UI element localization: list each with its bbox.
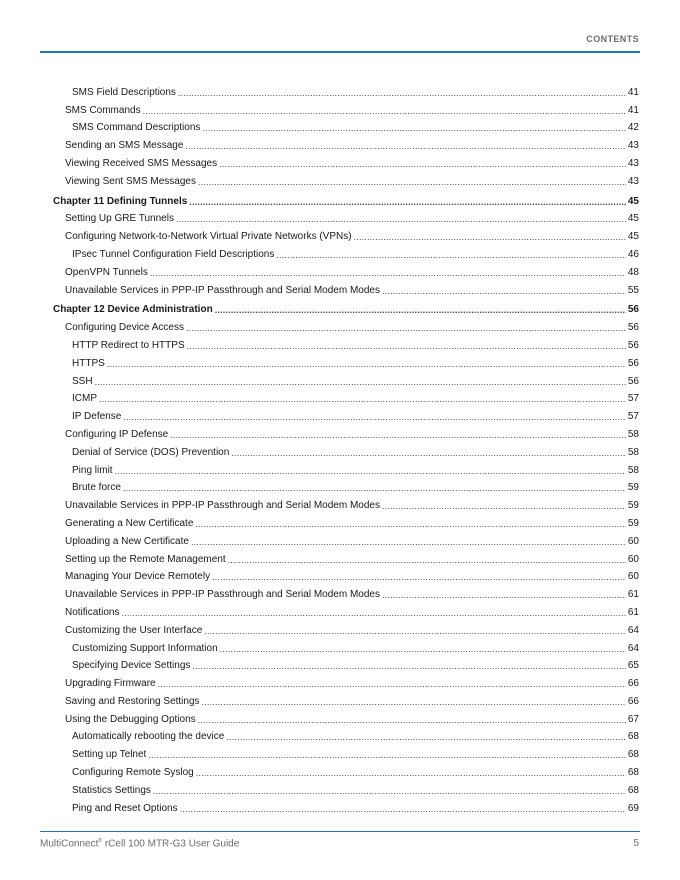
toc-dot-leader	[231, 448, 626, 459]
toc-entry-page: 57	[627, 411, 639, 423]
toc-entry-page: 60	[627, 553, 639, 565]
toc-entry-page: 59	[627, 517, 639, 529]
toc-entry-title: Automatically rebooting the device	[72, 731, 225, 743]
footer-trademark: ®	[98, 838, 103, 844]
toc-entry[interactable]	[53, 459, 639, 477]
toc-dot-leader	[178, 88, 626, 99]
toc-entry[interactable]	[53, 779, 639, 797]
footer-document-title	[40, 838, 239, 849]
toc-entry-title: Ping limit	[72, 464, 113, 476]
toc-entry[interactable]	[53, 99, 639, 117]
toc-entry-title: Viewing Sent SMS Messages	[65, 175, 196, 187]
toc-entry-title: Chapter 11 Defining Tunnels	[53, 195, 188, 207]
toc-dot-leader	[228, 555, 626, 566]
toc-entry-page: 41	[627, 104, 639, 116]
toc-entry-page: 67	[627, 713, 639, 725]
toc-entry[interactable]	[53, 619, 639, 637]
toc-dot-leader	[219, 159, 626, 170]
toc-entry[interactable]	[53, 441, 639, 459]
toc-entry-title: IPsec Tunnel Configuration Field Descriptions	[72, 248, 275, 260]
toc-entry-page: 68	[627, 767, 639, 779]
toc-entry[interactable]	[53, 583, 639, 601]
toc-entry-page: 56	[627, 339, 639, 351]
toc-dot-leader	[107, 359, 626, 370]
toc-dot-leader	[382, 501, 626, 512]
toc-entry-title: Configuring Remote Syslog	[72, 767, 194, 779]
toc-entry-title: Using the Debugging Options	[65, 713, 196, 725]
toc-dot-leader	[158, 679, 626, 690]
toc-entry-page: 48	[627, 266, 639, 278]
toc-entry[interactable]	[53, 279, 639, 297]
toc-entry-page: 56	[627, 304, 639, 316]
toc-entry-page: 42	[627, 122, 639, 134]
toc-entry-page: 56	[627, 357, 639, 369]
toc-entry[interactable]	[53, 243, 639, 261]
toc-entry[interactable]	[53, 797, 639, 815]
toc-entry-page: 58	[627, 428, 639, 440]
toc-entry-page: 45	[627, 213, 639, 225]
toc-entry[interactable]	[53, 512, 639, 530]
toc-dot-leader	[186, 323, 626, 334]
toc-entry-title: Chapter 12 Device Administration	[53, 304, 213, 316]
toc-entry[interactable]	[53, 152, 639, 170]
toc-entry[interactable]	[53, 477, 639, 495]
toc-dot-leader	[354, 232, 626, 243]
toc-entry-title: Uploading a New Certificate	[65, 535, 189, 547]
toc-dot-leader	[195, 519, 625, 530]
toc-entry-page: 45	[627, 195, 639, 207]
toc-entry-title: Notifications	[65, 606, 120, 618]
toc-entry-title: Configuring Device Access	[65, 322, 184, 334]
toc-entry-title: SMS Command Descriptions	[72, 122, 201, 134]
toc-dot-leader	[198, 715, 626, 726]
toc-entry-title: Specifying Device Settings	[72, 660, 191, 672]
toc-dot-leader	[180, 804, 626, 815]
toc-entry[interactable]	[53, 743, 639, 761]
toc-entry-title: HTTPS	[72, 357, 105, 369]
toc-entry-title: Denial of Service (DOS) Prevention	[72, 446, 230, 458]
toc-dot-leader	[148, 750, 626, 761]
toc-entry-page: 60	[627, 571, 639, 583]
toc-entry[interactable]	[53, 261, 639, 279]
toc-entry-title: Brute force	[72, 482, 121, 494]
toc-dot-leader	[276, 250, 626, 261]
toc-entry-title: Statistics Settings	[72, 784, 151, 796]
toc-entry-page: 66	[627, 678, 639, 690]
toc-entry-title: Sending an SMS Message	[65, 140, 184, 152]
toc-entry[interactable]	[53, 117, 639, 135]
toc-dot-leader	[95, 377, 626, 388]
toc-dot-leader	[202, 123, 626, 134]
toc-entry[interactable]	[53, 352, 639, 370]
toc-entry-page: 64	[627, 642, 639, 654]
toc-entry-title: Upgrading Firmware	[65, 678, 156, 690]
toc-entry-page: 58	[627, 464, 639, 476]
toc-entry-page: 55	[627, 284, 639, 296]
toc-entry-title: Managing Your Device Remotely	[65, 571, 211, 583]
toc-dot-leader	[212, 572, 626, 583]
toc-entry[interactable]	[53, 761, 639, 779]
toc-dot-leader	[202, 697, 626, 708]
toc-dot-leader	[215, 305, 626, 316]
toc-entry-page: 65	[627, 660, 639, 672]
toc-dot-leader	[115, 466, 626, 477]
toc-entry[interactable]	[53, 726, 639, 744]
toc-entry[interactable]	[53, 316, 639, 334]
toc-dot-leader	[150, 268, 626, 279]
toc-entry-title: HTTP Redirect to HTTPS	[72, 339, 185, 351]
toc-entry-title: Ping and Reset Options	[72, 802, 178, 814]
toc-entry[interactable]	[53, 225, 639, 243]
toc-entry[interactable]	[53, 601, 639, 619]
footer-title-rest: rCell 100 MTR-G3 User Guide	[102, 838, 240, 850]
toc-entry-page: 43	[627, 140, 639, 152]
toc-dot-leader	[99, 394, 626, 405]
toc-dot-leader	[176, 214, 626, 225]
toc-entry[interactable]	[53, 134, 639, 152]
table-of-contents	[53, 81, 639, 815]
toc-entry-page: 56	[627, 375, 639, 387]
toc-chapter-entry[interactable]	[53, 190, 639, 208]
toc-entry-title: SSH	[72, 375, 93, 387]
toc-entry-page: 69	[627, 802, 639, 814]
toc-dot-leader	[121, 608, 625, 619]
toc-entry-page: 61	[627, 606, 639, 618]
toc-entry-title: Saving and Restoring Settings	[65, 695, 200, 707]
toc-entry-page: 68	[627, 731, 639, 743]
toc-dot-leader	[220, 644, 626, 655]
toc-entry-title: OpenVPN Tunnels	[65, 266, 148, 278]
toc-entry[interactable]	[53, 566, 639, 584]
toc-dot-leader	[192, 661, 625, 672]
toc-entry-title: Configuring IP Defense	[65, 428, 169, 440]
toc-entry-title: Unavailable Services in PPP-IP Passthrough and Serial Modem Modes	[65, 589, 380, 601]
toc-entry[interactable]	[53, 208, 639, 226]
toc-dot-leader	[196, 768, 626, 779]
toc-entry-page: 59	[627, 500, 639, 512]
toc-entry-page: 68	[627, 784, 639, 796]
toc-entry[interactable]	[53, 423, 639, 441]
toc-entry-page: 68	[627, 749, 639, 761]
toc-dot-leader	[185, 141, 625, 152]
toc-chapter-entry[interactable]	[53, 299, 639, 317]
toc-dot-leader	[226, 732, 626, 743]
toc-dot-leader	[170, 430, 626, 441]
toc-entry-title: IP Defense	[72, 411, 122, 423]
toc-entry[interactable]	[53, 388, 639, 406]
toc-entry[interactable]	[53, 405, 639, 423]
toc-dot-leader	[123, 412, 626, 423]
toc-entry[interactable]	[53, 690, 639, 708]
toc-entry-page: 43	[627, 157, 639, 169]
toc-entry-title: Configuring Network-to-Network Virtual Private Networks (VPNs)	[65, 231, 352, 243]
toc-entry-page: 59	[627, 482, 639, 494]
toc-dot-leader	[382, 286, 626, 297]
toc-entry-page: 57	[627, 393, 639, 405]
footer-title-brand: MultiConnect	[40, 838, 99, 850]
toc-entry-page: 58	[627, 446, 639, 458]
toc-entry-title: Customizing the User Interface	[65, 624, 203, 636]
toc-entry[interactable]	[53, 530, 639, 548]
toc-dot-leader	[123, 483, 626, 494]
toc-entry-page: 43	[627, 175, 639, 187]
toc-entry[interactable]	[53, 334, 639, 352]
toc-dot-leader	[204, 626, 626, 637]
toc-entry-title: Unavailable Services in PPP-IP Passthrough and Serial Modem Modes	[65, 284, 380, 296]
toc-dot-leader	[191, 537, 626, 548]
toc-dot-leader	[198, 177, 626, 188]
toc-entry[interactable]	[53, 494, 639, 512]
toc-entry-title: Setting up Telnet	[72, 749, 147, 761]
toc-entry[interactable]	[53, 81, 639, 99]
toc-dot-leader	[187, 341, 626, 352]
toc-dot-leader	[143, 106, 626, 117]
toc-entry-title: Generating a New Certificate	[65, 517, 194, 529]
toc-dot-leader	[382, 590, 626, 601]
footer-page-number: 5	[633, 838, 639, 849]
header-divider	[40, 51, 640, 53]
toc-entry-page: 56	[627, 322, 639, 334]
toc-entry-page: 45	[627, 231, 639, 243]
toc-entry-title: SMS Field Descriptions	[72, 86, 176, 98]
toc-entry-title: Unavailable Services in PPP-IP Passthrough and Serial Modem Modes	[65, 500, 380, 512]
toc-entry-page: 60	[627, 535, 639, 547]
toc-entry-title: ICMP	[72, 393, 97, 405]
footer-divider	[40, 831, 640, 832]
running-header: CONTENTS	[586, 34, 639, 44]
toc-entry-page: 61	[627, 589, 639, 601]
toc-entry-title: Setting up the Remote Management	[65, 553, 226, 565]
toc-entry[interactable]	[53, 708, 639, 726]
toc-entry-title: Viewing Received SMS Messages	[65, 157, 218, 169]
toc-entry[interactable]	[53, 170, 639, 188]
toc-entry[interactable]	[53, 655, 639, 673]
toc-entry[interactable]	[53, 672, 639, 690]
toc-dot-leader	[153, 786, 626, 797]
toc-entry[interactable]	[53, 370, 639, 388]
toc-entry-title: Setting Up GRE Tunnels	[65, 213, 174, 225]
toc-entry-page: 46	[627, 248, 639, 260]
toc-dot-leader	[189, 197, 626, 208]
toc-entry-page: 41	[627, 86, 639, 98]
toc-entry-page: 66	[627, 695, 639, 707]
toc-entry[interactable]	[53, 637, 639, 655]
toc-entry[interactable]	[53, 548, 639, 566]
toc-entry-page: 64	[627, 624, 639, 636]
toc-entry-title: Customizing Support Information	[72, 642, 218, 654]
toc-entry-title: SMS Commands	[65, 104, 141, 116]
